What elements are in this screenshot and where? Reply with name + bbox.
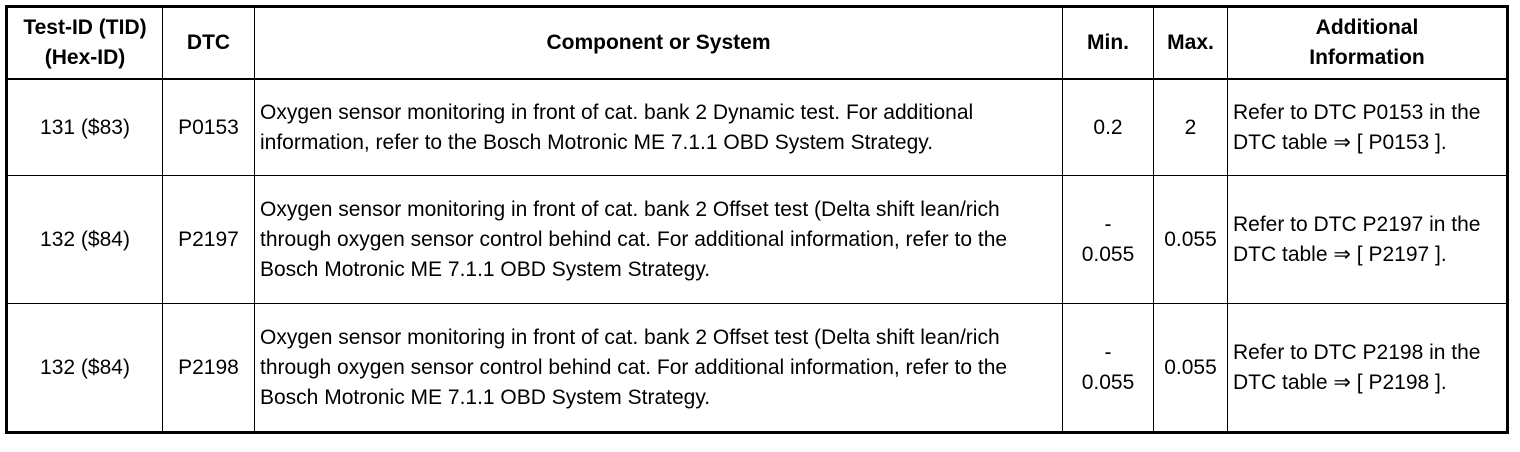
header-component: Component or System <box>255 7 1063 80</box>
table-row <box>7 176 1508 304</box>
header-max: Max. <box>1154 7 1228 80</box>
cell-info: Refer to DTC P2197 in the DTC table ⇒ [ P2197 ]. <box>1228 176 1508 304</box>
cell-min <box>1063 79 1154 176</box>
table-row <box>7 304 1508 433</box>
header-info <box>1228 7 1508 80</box>
cell-info: Refer to DTC P2198 in the DTC table ⇒ [ P2198 ]. <box>1228 304 1508 433</box>
header-info-line1: Additional <box>1315 16 1419 39</box>
cell-min-line2: 0.055 <box>1081 370 1135 394</box>
header-min: Min. <box>1063 7 1154 80</box>
header-tid-line1: Test-ID (TID) <box>23 16 147 39</box>
cell-max: 2 <box>1154 79 1228 176</box>
cell-dtc: P2198 <box>163 304 255 433</box>
cell-max: 0.055 <box>1154 176 1228 304</box>
cell-component: Oxygen sensor monitoring in front of cat. bank 2 Offset test (Delta shift lean/rich through oxygen sensor control behind cat. For additional information, refer to the Bosch Motronic ME 7.1.1 OBD System Strategy. <box>255 304 1063 433</box>
header-row <box>7 7 1508 80</box>
cell-dtc: P2197 <box>163 176 255 304</box>
header-tid-line2: (Hex-ID) <box>44 46 126 69</box>
table-row <box>7 79 1508 176</box>
cell-min <box>1063 304 1154 433</box>
cell-max: 0.055 <box>1154 304 1228 433</box>
cell-info: Refer to DTC P0153 in the DTC table ⇒ [ P0153 ]. <box>1228 79 1508 176</box>
header-dtc: DTC <box>163 7 255 80</box>
header-info-line2: Information <box>1309 46 1425 69</box>
cell-dtc: P0153 <box>163 79 255 176</box>
cell-min-line2: 0.055 <box>1081 242 1135 266</box>
cell-min <box>1063 176 1154 304</box>
cell-min-line1: - <box>1104 212 1112 236</box>
cell-min-line1: 0.2 <box>1093 115 1123 139</box>
cell-component: Oxygen sensor monitoring in front of cat. bank 2 Offset test (Delta shift lean/rich through oxygen sensor control behind cat. For additional information, refer to the Bosch Motronic ME 7.1.1 OBD System Strategy. <box>255 176 1063 304</box>
cell-tid: 131 ($83) <box>7 79 163 176</box>
cell-tid: 132 ($84) <box>7 304 163 433</box>
header-tid <box>7 7 163 80</box>
obd-test-table <box>5 5 1509 434</box>
cell-tid: 132 ($84) <box>7 176 163 304</box>
cell-component: Oxygen sensor monitoring in front of cat. bank 2 Dynamic test. For additional information, refer to the Bosch Motronic ME 7.1.1 OBD System Strategy. <box>255 79 1063 176</box>
cell-min-line1: - <box>1104 340 1112 364</box>
